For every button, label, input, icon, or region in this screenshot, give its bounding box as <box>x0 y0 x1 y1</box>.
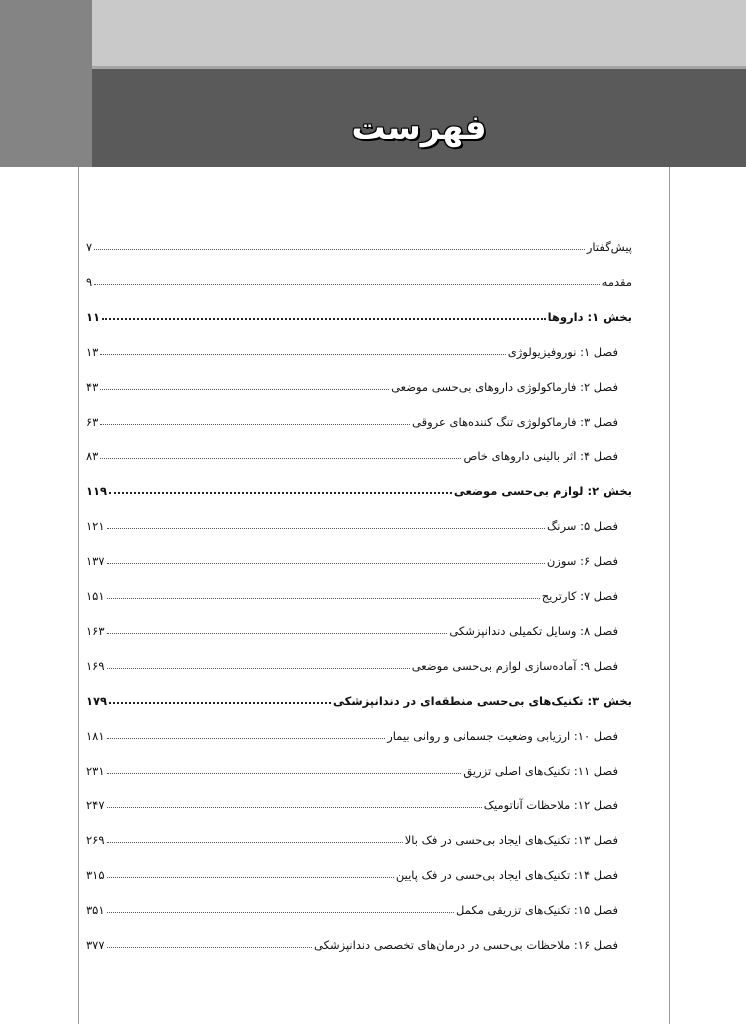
page-frame-left <box>78 167 79 1024</box>
page-title: فهرست <box>351 108 487 148</box>
toc-chapter <box>86 756 618 778</box>
toc-entry-title: فصل ۸: وسایل تکمیلی دندانپزشکی <box>449 624 618 638</box>
toc-chapter <box>86 441 618 463</box>
dot-leader <box>94 248 585 250</box>
dot-leader <box>100 457 461 459</box>
toc-chapter <box>86 825 618 847</box>
toc-entry-title: بخش ۳: تکنیک‌های بی‌حسی منطقه‌ای در دندانپزشکی <box>333 694 632 708</box>
toc-page-number: ۲۶۹ <box>86 833 105 847</box>
toc-page-number: ۷ <box>86 240 93 254</box>
toc-page-number: ۱۸۱ <box>86 729 105 743</box>
toc-page-number: ۲۳۱ <box>86 764 105 778</box>
toc-chapter <box>86 546 618 568</box>
page-frame-right <box>669 167 670 1024</box>
left-gray-strip <box>0 0 92 167</box>
toc-page-number: ۸۳ <box>86 449 99 463</box>
toc-page-number: ۳۵۱ <box>86 903 105 917</box>
toc-entry-title: فصل ۲: فارماکولوژی داروهای بی‌حسی موضعی <box>391 380 618 394</box>
toc-chapter <box>86 511 618 533</box>
toc-entry-title: پیش‌گفتار <box>586 240 632 254</box>
toc-entry-title: فصل ۹: آماده‌سازی لوازم بی‌حسی موضعی <box>411 659 618 673</box>
toc-entry-title: فصل ۱۰: ارزیابی وضعیت جسمانی و روانی بیمار <box>387 729 618 743</box>
toc-chapter <box>86 407 618 429</box>
toc-entry-title: فصل ۱۵: تکنیک‌های تزریقی مکمل <box>456 903 618 917</box>
toc-chapter <box>86 372 618 394</box>
dot-leader <box>102 317 546 320</box>
toc-chapter <box>86 930 618 952</box>
toc-chapter <box>86 337 618 359</box>
toc-entry <box>86 267 632 289</box>
toc-entry-title: بخش ۱: داروها <box>547 310 632 324</box>
toc-entry-title: فصل ۱: نوروفیزیولوژی <box>507 345 618 359</box>
toc-entry-title: فصل ۱۲: ملاحظات آناتومیک <box>483 798 618 812</box>
dot-leader <box>107 597 540 599</box>
dot-leader <box>107 562 545 564</box>
toc-page-number: ۱۱۹ <box>86 484 108 498</box>
dot-leader <box>107 911 454 913</box>
dot-leader <box>107 632 448 634</box>
dot-leader <box>94 283 599 285</box>
toc-page-number: ۱۳ <box>86 345 99 359</box>
toc-entry-title: فصل ۴: اثر بالینی داروهای خاص <box>463 449 618 463</box>
toc-chapter <box>86 895 618 917</box>
toc-chapter <box>86 860 618 882</box>
dot-leader <box>107 806 482 808</box>
toc-section <box>86 302 632 324</box>
toc-page-number: ۱۶۳ <box>86 624 105 638</box>
dot-leader <box>107 667 410 669</box>
toc-entry-title: فصل ۶: سوزن <box>546 554 618 568</box>
toc-page-number: ۹ <box>86 275 93 289</box>
dot-leader <box>107 946 313 948</box>
toc-page-number: ۱۷۹ <box>86 694 108 708</box>
toc-entry <box>86 232 632 254</box>
toc-page-number: ۱۲۱ <box>86 519 105 533</box>
toc-page-number: ۱۱ <box>86 310 101 324</box>
dot-leader <box>107 876 394 878</box>
dot-leader <box>100 388 389 390</box>
toc-section <box>86 686 632 708</box>
toc-chapter <box>86 581 618 603</box>
toc-page-number: ۱۵۱ <box>86 589 105 603</box>
toc-chapter <box>86 651 618 673</box>
toc-page-number: ۱۳۷ <box>86 554 105 568</box>
toc-entry-title: فصل ۱۶: ملاحظات بی‌حسی در درمان‌های تخصصی دندانپزشکی <box>314 938 618 952</box>
toc-entry-title: مقدمه <box>601 275 632 289</box>
toc-chapter <box>86 616 618 638</box>
top-header-band <box>92 0 746 66</box>
toc-entry-title: فصل ۳: فارماکولوژی تنگ کننده‌های عروقی <box>411 415 618 429</box>
toc-section <box>86 476 632 498</box>
toc-page-number: ۳۷۷ <box>86 938 105 952</box>
dot-leader <box>100 423 410 425</box>
toc-entry-title: فصل ۱۳: تکنیک‌های ایجاد بی‌حسی در فک بالا <box>404 833 618 847</box>
dot-leader <box>107 772 462 774</box>
toc-entry-title: بخش ۲: لوازم بی‌حسی موضعی <box>453 484 632 498</box>
toc-page-number: ۶۳ <box>86 415 99 429</box>
toc-chapter <box>86 721 618 743</box>
dot-leader <box>107 737 386 739</box>
toc-entry-title: فصل ۷: کارتریج <box>541 589 618 603</box>
dot-leader <box>100 353 505 355</box>
toc-entry-title: فصل ۵: سرنگ <box>546 519 618 533</box>
toc-page-number: ۱۶۹ <box>86 659 105 673</box>
dot-leader <box>109 701 331 704</box>
toc-page-number: ۴۳ <box>86 380 99 394</box>
dot-leader <box>107 527 545 529</box>
toc-page-number: ۳۱۵ <box>86 868 105 882</box>
dot-leader <box>109 491 452 494</box>
toc-entry-title: فصل ۱۱: تکنیک‌های اصلی تزریق <box>463 764 618 778</box>
toc-entry-title: فصل ۱۴: تکنیک‌های ایجاد بی‌حسی در فک پایین <box>395 868 618 882</box>
toc-page-number: ۲۴۷ <box>86 798 105 812</box>
toc-chapter <box>86 790 618 812</box>
dot-leader <box>107 841 403 843</box>
